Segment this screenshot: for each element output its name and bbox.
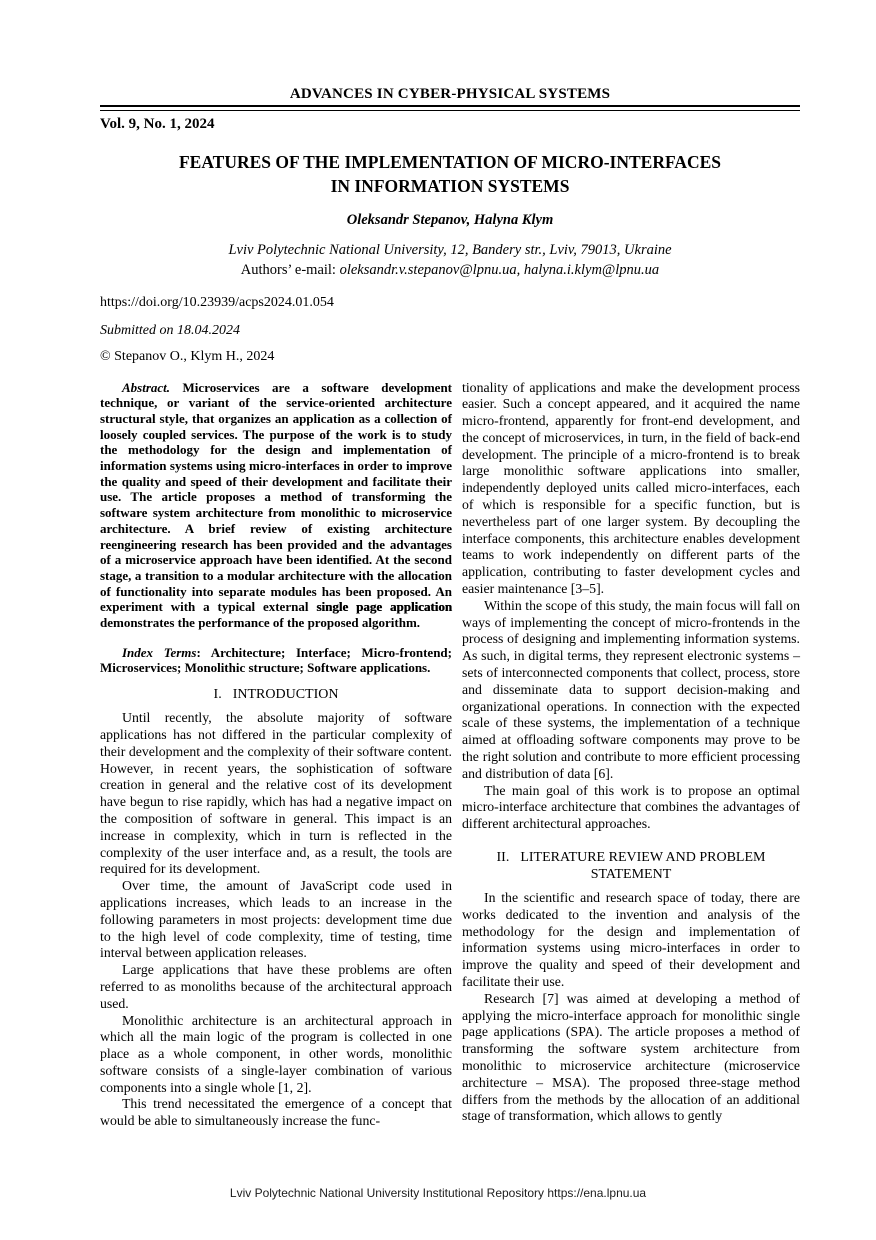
section2-number: II. xyxy=(496,850,510,866)
abstract-text-2: demonstrates the performance of the proposed algorithm. xyxy=(100,615,421,631)
section-heading-literature-review xyxy=(462,849,800,883)
page-content xyxy=(100,86,800,1130)
section-heading-introduction xyxy=(100,686,452,703)
two-column-body xyxy=(100,380,800,1131)
abstract-paragraph xyxy=(100,380,452,631)
abstract-text-1: Microservices are a software development technique, or variant of the service-oriented architecture structural style, that organizes an application as a collection of loosely coupled services. The purpose of the work is to study the methodology for the design and implementation of information systems using micro-interfaces in order to improve the quality and speed of their development and facilitate their use. The article proposes a method of transforming the software system architecture from monolithic to microservice architecture. A brief review of existing architecture reengineering research has been provided and the advantages of a microservice approach have been identified. At the second stage, a transition to a modular architecture with the allocation of functionality into separate modules has been proposed. An experiment with a typical external xyxy=(100,379,452,615)
left-column xyxy=(100,380,452,1131)
authors-email-line xyxy=(100,262,800,279)
copyright-notice: © Stepanov O., Klym H., 2024 xyxy=(100,348,275,364)
journal-title: ADVANCES IN CYBER-PHYSICAL SYSTEMS xyxy=(289,86,611,102)
abstract-label: Abstract. xyxy=(122,379,171,395)
email-label: Authors’ e-mail: xyxy=(240,261,340,278)
affiliation: Lviv Polytechnic National University, 12, Bandery str., Lviv, 79013, Ukraine xyxy=(228,241,672,258)
paper-title-line1: FEATURES OF THE IMPLEMENTATION OF MICRO-INTERFACES xyxy=(178,151,722,172)
body-paragraph: In the scientific and research space of today, there are works dedicated to the invention and analysis of the methodology for the design and implementation of information systems using micro-interfaces in order to improve the quality and speed of their development and facilitate their use. xyxy=(462,890,800,989)
body-paragraph: Monolithic architecture is an architectural approach in which all the main logic of the program is collected in one place as a whole component, in other words, monolithic software consists of a single-layer combination of various components into a single whole [1, 2]. xyxy=(100,1012,452,1095)
body-paragraph-continuation: tionality of applications and make the development process easier. Such a concept appeared, and it acquired the name micro-frontend, apparently for front-end development, and the concept of microservices, in turn, in the field of back-end development. The principle of a micro-frontend is to break large monolithic software applications into smaller, independently deployed units called micro-interfaces, each of which is responsible for a specific function, but is nevertheless part of one larger system. By decoupling the interface components, this architecture enables development teams to work independently on different parts of the application, contributing to faster development cycles and easier maintenance [3–5]. xyxy=(462,379,800,597)
section2-title: LITERATURE REVIEW AND PROBLEM STATEMENT xyxy=(520,850,766,883)
paper-title-line2: IN INFORMATION SYSTEMS xyxy=(330,175,570,196)
body-paragraph: Until recently, the absolute majority of software applications has not differed in the particular complexity of their development and the complexity of their software content. However, in recent years, the sophistication of software creation in general and the relative cost of its development have begun to rise rapidly, which has had a negative impact on the composition of software in general. This impact is an increase in complexity, which in turn is reflected in the complexity of the user interface and, as a result, the tools are required for its development. xyxy=(100,710,452,877)
section1-number: I. xyxy=(213,687,222,703)
right-column xyxy=(462,380,800,1131)
section1-title: INTRODUCTION xyxy=(232,687,339,703)
submitted-date: Submitted on 18.04.2024 xyxy=(100,322,240,338)
authors: Oleksandr Stepanov, Halyna Klym xyxy=(346,211,554,228)
volume-issue: Vol. 9, No. 1, 2024 xyxy=(100,115,215,132)
body-paragraph: This trend necessitated the emergence of a concept that would be able to simultaneously increase the func- xyxy=(100,1096,452,1129)
doi-link: https://doi.org/10.23939/acps2024.01.054 xyxy=(100,294,334,310)
body-paragraph: Over time, the amount of JavaScript code used in applications increases, which leads to an increase in the following parameters in most projects: development time due to the high level of code complexity, time of testing, time interval between application releases. xyxy=(100,878,452,961)
header-double-rule xyxy=(100,105,800,111)
body-paragraph: Large applications that have these problems are often referred to as monoliths because of the architectural approach used. xyxy=(100,962,452,1011)
email-addresses: oleksandr.v.stepanov@lpnu.ua, halyna.i.klym@lpnu.ua xyxy=(339,261,660,278)
index-terms-text: : Architecture; Interface; Micro-frontend; Microservices; Monolithic structure; Software applications. xyxy=(100,644,452,676)
index-terms-paragraph xyxy=(100,645,452,676)
body-paragraph: Research [7] was aimed at developing a method of applying the micro-interface approach for monolithic single page applications (SPA). The article proposes a method of transforming the software system architecture from monolithic to microservice architecture (microservice architecture – MSA). The proposed three-stage method differs from the methods by the allocation of an additional stage of transformation, which allows to gently xyxy=(462,990,800,1124)
abstract-emphasis: single page application xyxy=(316,599,452,615)
body-paragraph: The main goal of this work is to propose an optimal micro-interface architecture that combines the advantages of different architectural approaches. xyxy=(462,782,800,832)
paper-title xyxy=(100,150,800,198)
index-terms-label: Index Terms xyxy=(122,644,197,660)
repository-footer: Lviv Polytechnic National University Institutional Repository https://ena.lpnu.ua xyxy=(229,1186,647,1200)
body-paragraph: Within the scope of this study, the main focus will fall on ways of implementing the concept of micro-frontends in the process of designing and implementing information systems. As such, in digital terms, they represent electronic systems – sets of interconnected components that collect, process, store and disseminate data to support decision-making and organizational operations. In connection with the expected scale of these systems, the implementation of a technique aimed at offloading software components may prove to be the right solution and contribute to more efficient processing and distribution of data [6]. xyxy=(462,597,800,781)
